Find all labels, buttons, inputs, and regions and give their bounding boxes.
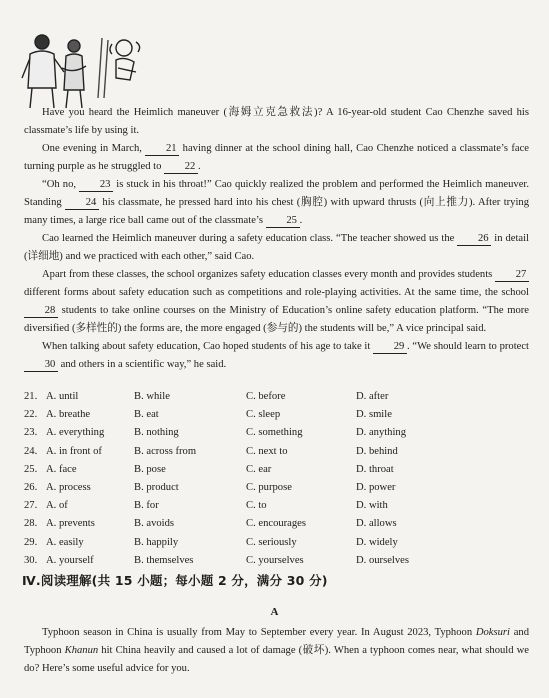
- option-c[interactable]: C. before: [246, 391, 286, 402]
- options-row-27: 27. A. of B. for C. to D. with: [24, 497, 529, 515]
- option-d[interactable]: D. throat: [356, 463, 394, 475]
- option-a[interactable]: A. everything: [46, 427, 105, 439]
- option-b[interactable]: B. for: [134, 500, 159, 512]
- blank-24[interactable]: 24: [65, 197, 99, 210]
- options-row-30: 30. A. yourself B. themselves C. yourselves D. ourselves: [24, 552, 529, 570]
- options-row-28: 28. A. prevents B. avoids C. encourages D. allows: [24, 515, 529, 533]
- option-d[interactable]: D. after: [356, 391, 389, 402]
- option-a[interactable]: A. easily: [46, 536, 84, 548]
- paragraph-5: Apart from these classes, the school organizes safety education classes every month and provides students 27 different forms about safety education such as competitions and role-playing activities. At the same time, the school 28 students to take online courses on the Ministry of Education’s online safety education platform. “The more diversified (多样性的) the forms are, the more engaged (参与的) the students will be,” A vice principal said.: [24, 269, 529, 334]
- option-a[interactable]: A. prevents: [46, 518, 95, 530]
- option-b[interactable]: B. happily: [134, 536, 179, 548]
- heimlich-illustration: [12, 28, 142, 110]
- blank-30[interactable]: 30: [24, 359, 58, 372]
- option-c[interactable]: C. to: [246, 500, 267, 512]
- options-row-29: 29. A. easily B. happily C. seriously D. widely: [24, 534, 529, 552]
- option-a[interactable]: A. face: [46, 463, 77, 475]
- option-b[interactable]: B. eat: [134, 409, 159, 421]
- reading-passage-a: [24, 624, 529, 678]
- option-d[interactable]: D. allows: [356, 518, 397, 530]
- reading-paragraph-1: Typhoon season in China is usually from May to September every year. In August 2023, Typhoon Doksuri and Typhoon Khanun hit China heavily and caused a lot of damage (破坏). When a typhoon comes near, what should we do? Here’s some useful advice for you.: [24, 627, 529, 674]
- option-d[interactable]: D. ourselves: [356, 554, 409, 566]
- option-c[interactable]: C. encourages: [246, 518, 307, 530]
- option-a[interactable]: A. process: [46, 482, 91, 494]
- option-d[interactable]: D. widely: [356, 536, 398, 548]
- option-b[interactable]: B. product: [134, 482, 179, 494]
- option-c[interactable]: C. sleep: [246, 409, 281, 421]
- option-d[interactable]: D. with: [356, 500, 388, 512]
- blank-29[interactable]: 29: [373, 341, 407, 354]
- paragraph-3: “Oh no, 23 is stuck in his throat!” Cao quickly realized the problem and performed the Heimlich maneuver. Standing 24 his classmate, he pressed hard into his chest (胸腔) with upward thrusts (向上推力). After trying many times, a large rice ball came out of the classmate’s 25 .: [24, 179, 529, 226]
- options-row-25: 25. A. face B. pose C. ear D. throat: [24, 461, 529, 479]
- blank-21[interactable]: 21: [145, 143, 179, 156]
- section-title: Ⅳ.阅读理解(共 15 小题；每小题 2 分，满分 30 分): [22, 573, 328, 588]
- options-row-26: 26. A. process B. product C. purpose D. power: [24, 479, 529, 497]
- paragraph-4: Cao learned the Heimlich maneuver during a safety education class. “The teacher showed us the 26 in detail (详细地) and we practiced with each other,” said Cao.: [24, 233, 529, 262]
- paragraph-1: Have you heard the Heimlich maneuver (海姆立克急救法)? A 16-year-old student Cao Chenzhe saved his classmate’s life by using it.: [24, 107, 529, 136]
- options-list: [24, 388, 529, 570]
- option-c[interactable]: C. ear: [246, 463, 272, 475]
- passage-letter: A: [270, 606, 279, 618]
- options-row-22: 22. A. breathe B. eat C. sleep D. smile: [24, 406, 529, 424]
- option-b[interactable]: B. themselves: [134, 554, 194, 566]
- option-c[interactable]: C. yourselves: [246, 554, 304, 566]
- blank-23[interactable]: 23: [79, 179, 113, 192]
- option-d[interactable]: D. behind: [356, 445, 398, 457]
- option-b[interactable]: B. across from: [134, 445, 197, 457]
- option-b[interactable]: B. nothing: [134, 427, 179, 439]
- option-b[interactable]: B. avoids: [134, 518, 175, 530]
- paragraph-6: When talking about safety education, Cao hoped students of his age to take it 29 . “We should learn to protect 30 and others in a scientific way,” he said.: [24, 338, 529, 374]
- option-b[interactable]: B. pose: [134, 463, 166, 475]
- blank-22[interactable]: 22: [164, 161, 198, 174]
- blank-27[interactable]: 27: [495, 269, 529, 282]
- cloze-passage: [24, 104, 529, 374]
- paragraph-2: One evening in March, 21 having dinner at the school dining hall, Cao Chenzhe noticed a classmate’s face turning purple as he struggled to 22 .: [24, 143, 529, 172]
- option-a[interactable]: A. breathe: [46, 409, 91, 421]
- option-d[interactable]: D. smile: [356, 409, 392, 421]
- blank-28[interactable]: 28: [24, 305, 58, 318]
- options-row-21: 21. A. until B. while C. before D. after: [24, 388, 529, 406]
- option-c[interactable]: C. something: [246, 427, 303, 439]
- blank-26[interactable]: 26: [457, 233, 491, 246]
- option-c[interactable]: C. next to: [246, 445, 288, 457]
- option-c[interactable]: C. seriously: [246, 536, 297, 548]
- options-row-24: 24. A. in front of B. across from C. next to D. behind: [24, 443, 529, 461]
- option-d[interactable]: D. anything: [356, 427, 407, 439]
- option-d[interactable]: D. power: [356, 482, 396, 494]
- option-a[interactable]: A. in front of: [46, 445, 102, 457]
- option-c[interactable]: C. purpose: [246, 482, 292, 494]
- option-a[interactable]: A. until: [46, 391, 79, 402]
- blank-25[interactable]: 25: [266, 215, 300, 228]
- option-a[interactable]: A. yourself: [46, 554, 94, 566]
- options-row-23: 23. A. everything B. nothing C. something D. anything: [24, 424, 529, 442]
- option-b[interactable]: B. while: [134, 391, 170, 402]
- option-a[interactable]: A. of: [46, 500, 68, 512]
